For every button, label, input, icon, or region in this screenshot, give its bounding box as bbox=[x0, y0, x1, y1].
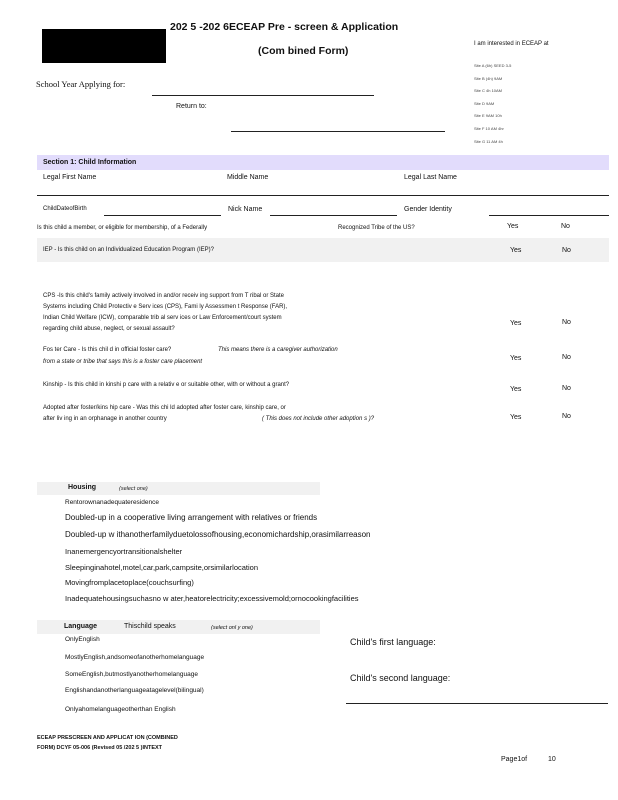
housing-option[interactable]: Doubled-up w ithanotherfamilyduetolossofhousing,economichardship,orasimilarreason bbox=[65, 530, 371, 539]
adopted-yes[interactable]: Yes bbox=[510, 414, 522, 421]
nick-name-field[interactable] bbox=[270, 215, 397, 216]
tribe-question-end: Recognized Tribe of the US? bbox=[338, 225, 415, 231]
middle-name-label: Middle Name bbox=[227, 174, 269, 181]
adopted-line-1: Adopted after foster/kins hip care - Was this chi ld adopted after foster care, kinship care, or bbox=[43, 405, 286, 411]
gender-identity-label: Gender Identity bbox=[404, 206, 452, 213]
tribe-no[interactable]: No bbox=[561, 223, 570, 230]
first-language-label: Child's first language: bbox=[350, 637, 436, 647]
cps-line-3: Indian Child Welfare (ICW), comparable trib al serv ices or Law Enforcement/court system bbox=[43, 315, 282, 321]
program-option[interactable]: Site C 4h 10AM bbox=[474, 88, 503, 94]
return-to-label: Return to: bbox=[176, 103, 207, 110]
housing-option[interactable]: Rentorownanadequateresidence bbox=[65, 499, 159, 506]
foster-line-1: Fos ter Care - Is this chil d in official foster care? bbox=[43, 347, 172, 353]
adopted-line-2: after liv ing in an orphanage in another country bbox=[43, 416, 167, 422]
nick-name-label: Nick Name bbox=[228, 206, 263, 213]
language-option[interactable]: MostlyEnglish,andsomeofanotherhomelanguage bbox=[65, 654, 205, 661]
kinship-yes[interactable]: Yes bbox=[510, 386, 522, 393]
cps-no[interactable]: No bbox=[562, 319, 571, 326]
tribe-question: Is this child a member, or eligible for membership, of a Federally bbox=[37, 225, 208, 231]
program-option[interactable]: Site F 10 AM 4hr bbox=[474, 125, 504, 131]
second-language-label: Child's second language: bbox=[350, 673, 451, 683]
footer-page-label: Page1of bbox=[501, 756, 528, 763]
dob-label: ChildDateofBirth bbox=[43, 206, 87, 212]
foster-line-1-italic: This means there is a caregiver authorization bbox=[218, 347, 338, 353]
school-year-label: School Year Applying for: bbox=[36, 79, 126, 89]
language-hint: (select onl y one) bbox=[211, 625, 253, 631]
section1-heading: Section 1: Child Information bbox=[43, 159, 137, 166]
dob-field[interactable] bbox=[104, 215, 221, 216]
legal-last-name-label: Legal Last Name bbox=[404, 174, 457, 181]
language-option[interactable]: OnlyEnglish bbox=[65, 636, 100, 643]
language-child-speaks: Thischild speaks bbox=[124, 623, 176, 630]
form-title: 202 5 -202 6ECEAP Pre - screen & Application bbox=[170, 21, 399, 33]
redacted-logo-block bbox=[42, 29, 166, 63]
program-option[interactable]: Site G 11 AM 4h bbox=[474, 138, 503, 144]
adopted-no[interactable]: No bbox=[562, 413, 571, 420]
kinship-no[interactable]: No bbox=[562, 385, 571, 392]
language-heading: Language bbox=[64, 623, 98, 630]
interest-heading: I am interested in ECEAP at bbox=[474, 41, 549, 47]
cps-yes[interactable]: Yes bbox=[510, 320, 522, 327]
return-to-field[interactable] bbox=[231, 131, 445, 132]
adopted-line-2-italic: ( This does not include other adoption s )? bbox=[262, 416, 375, 422]
housing-option[interactable]: Inadequatehousingsuchasno w ater,heatorelectricity;excessivemold;ornocookingfacilities bbox=[65, 594, 359, 603]
housing-option[interactable]: Inanemergencyortransitionalshelter bbox=[65, 547, 183, 556]
housing-option[interactable]: Doubled-up in a cooperative living arrangement with relatives or friends bbox=[65, 513, 318, 522]
language-option[interactable]: Englishandanotherlanguageatagelevel(bilingual) bbox=[65, 687, 204, 694]
school-year-field[interactable] bbox=[152, 95, 374, 96]
cps-line-2: Systems including Child Protectiv e Serv ices (CPS), Fami ly Assessmen t Response (FAR), bbox=[43, 304, 288, 310]
program-option[interactable]: Site E 9AM 10h bbox=[474, 113, 502, 119]
footer-form-name: ECEAP PRESCREEN AND APPLICAT ION (COMBINED bbox=[37, 735, 178, 741]
foster-line-2: from a state or tribe that says this is a foster care placement bbox=[43, 359, 203, 365]
foster-no[interactable]: No bbox=[562, 354, 571, 361]
footer-form-number: FORM) DCYF 05-006 (Revised 05 /202 5 )INTEXT bbox=[37, 745, 163, 751]
language-option[interactable]: SomeEnglish,butmostlyanotherhomelanguage bbox=[65, 671, 198, 678]
program-option[interactable]: Site D 9AM bbox=[474, 100, 495, 106]
form-subtitle: (Com bined Form) bbox=[258, 45, 349, 57]
tribe-yes[interactable]: Yes bbox=[507, 223, 519, 230]
housing-option[interactable]: Sleepinginahotel,motel,car,park,campsite,orsimilarlocation bbox=[65, 563, 259, 572]
iep-no[interactable]: No bbox=[562, 247, 571, 254]
program-list bbox=[474, 63, 594, 151]
legal-first-name-label: Legal First Name bbox=[43, 174, 97, 181]
iep-question: IEP - Is this child on an Individualized Education Program (IEP)? bbox=[43, 247, 214, 253]
footer-page-total: 10 bbox=[548, 756, 556, 763]
housing-hint: (select one) bbox=[119, 486, 148, 492]
housing-option[interactable]: Movingfromplacetoplace(couchsurfing) bbox=[65, 578, 194, 587]
program-option[interactable]: Site B (4h) 9AM bbox=[474, 75, 503, 81]
legal-name-field[interactable] bbox=[37, 195, 609, 196]
gender-identity-field[interactable] bbox=[489, 215, 609, 216]
cps-line-1: CPS -Is this child's family actively involved in and/or receiv ing support from T ribal or State bbox=[43, 293, 285, 299]
iep-yes[interactable]: Yes bbox=[510, 247, 522, 254]
program-option[interactable]: Site A (6h) SEED 3-5 bbox=[474, 63, 512, 68]
cps-line-4: regarding child abuse, neglect, or sexual assault? bbox=[43, 326, 175, 332]
kinship-line: Kinship - Is this child in kinshi p care with a relativ e or suitable other, with or without a grant? bbox=[43, 382, 290, 388]
language-option[interactable]: Onlyahomelanguageotherthan English bbox=[65, 706, 176, 713]
second-language-field[interactable] bbox=[346, 703, 608, 704]
housing-heading: Housing bbox=[68, 484, 96, 491]
foster-yes[interactable]: Yes bbox=[510, 355, 522, 362]
